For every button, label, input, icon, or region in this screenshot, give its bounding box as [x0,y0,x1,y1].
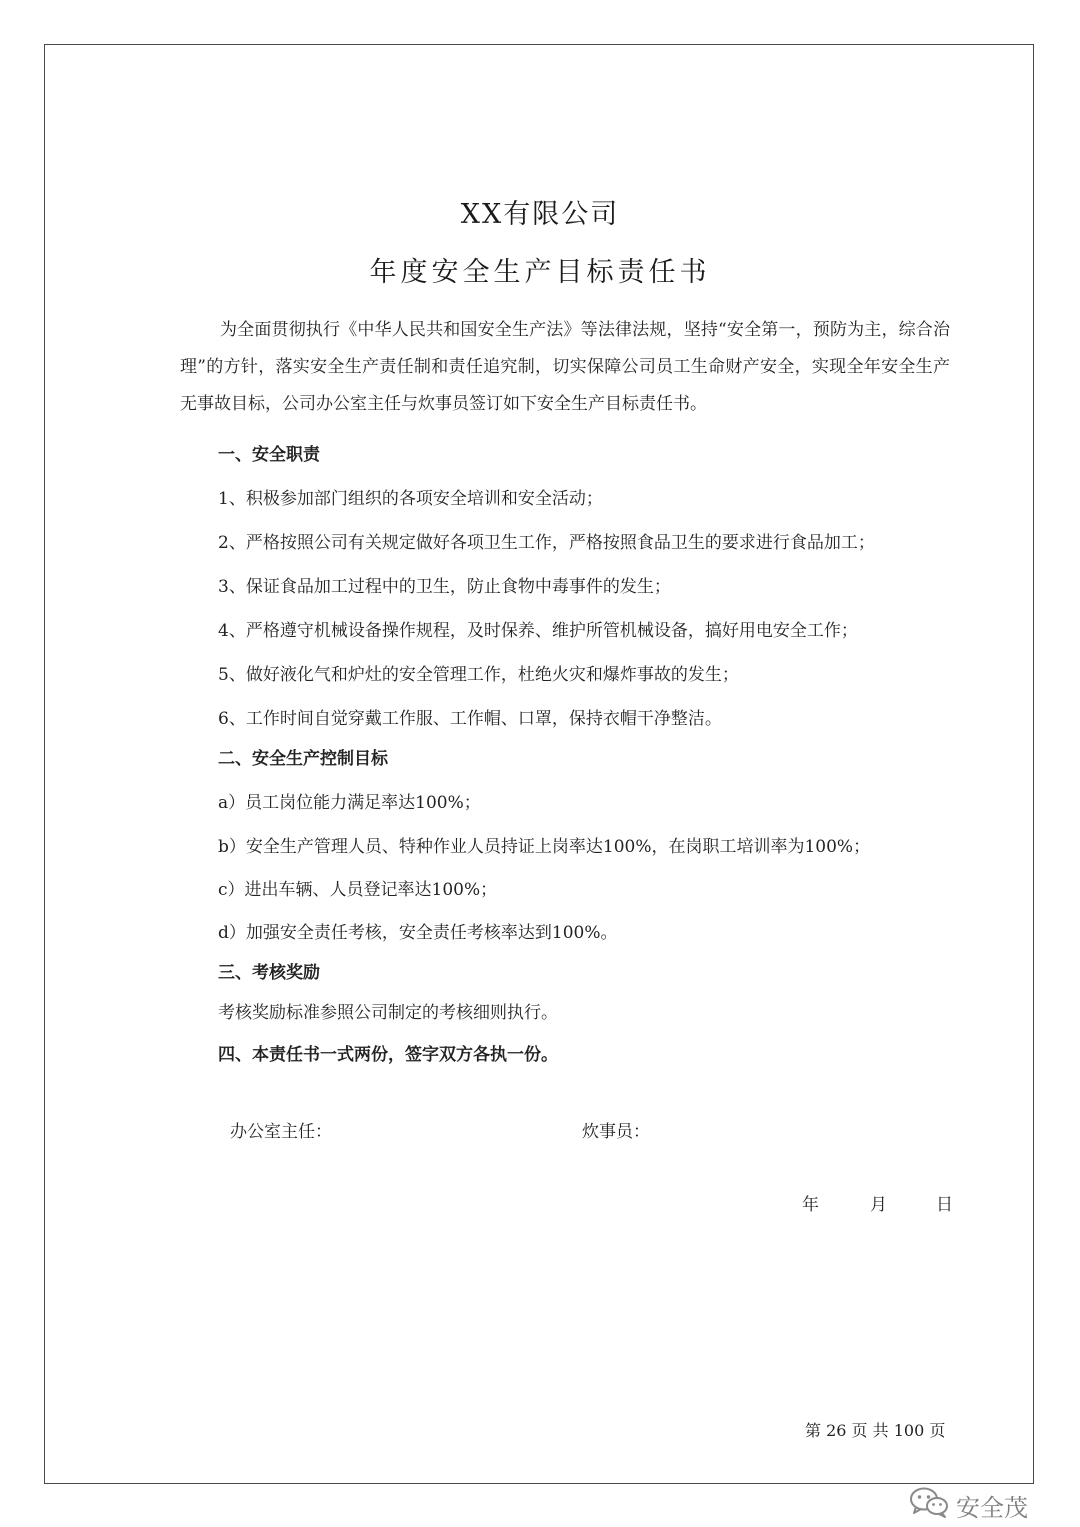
section1-item-5: 5、做好液化气和炉灶的安全管理工作，杜绝火灾和爆炸事故的发生； [218,665,739,685]
section1-item-2: 2、严格按照公司有关规定做好各项卫生工作，严格按照食品卫生的要求进行食品加工； [218,533,875,553]
date-day: 日 [936,1195,953,1215]
section1-item-4: 4、严格遵守机械设备操作规程，及时保养、维护所管机械设备，搞好用电安全工作； [218,621,858,641]
date-month: 月 [870,1195,887,1215]
signature-party-a: 办公室主任： [230,1122,332,1142]
signature-party-b: 炊事员： [582,1122,650,1142]
watermark [908,1488,1028,1522]
document-title: 年度安全生产目标责任书 [369,257,711,288]
section1-item-3: 3、保证食品加工过程中的卫生，防止食物中毒事件的发生； [218,577,671,597]
section4-heading: 四、本责任书一式两份，签字双方各执一份。 [218,1045,558,1065]
section2-item-a: a）员工岗位能力满足率达100%； [218,793,481,813]
section2-heading: 二、安全生产控制目标 [218,749,388,769]
section1-item-1: 1、积极参加部门组织的各项安全培训和安全活动； [218,489,603,509]
watermark-text: 安全茂 [956,1493,1028,1522]
section2-item-b: b）安全生产管理人员、特种作业人员持证上岗率达100%，在岗职工培训率为100%； [218,837,871,857]
section1-heading: 一、安全职责 [218,445,320,465]
intro-paragraph: 为全面贯彻执行《中华人民共和国安全生产法》等法律法规，坚持“安全第一，预防为主，综合治理”的方针，落实安全生产责任制和责任追究制，切实保障公司员工生命财产安全，实现全年安全生产无事故目标，公司办公室主任与炊事员签订如下安全生产目标责任书。 [180,320,950,414]
date-year: 年 [802,1195,819,1215]
section3-heading: 三、考核奖励 [218,963,320,983]
page-number: 第 26 页 共 100 页 [805,1421,946,1440]
section3-text: 考核奖励标准参照公司制定的考核细则执行。 [218,1003,558,1023]
section2-item-c: c）进出车辆、人员登记率达100%； [218,880,498,900]
section2-item-d: d）加强安全责任考核，安全责任考核率达到100%。 [218,923,618,943]
company-title: XX有限公司 [460,199,620,230]
wechat-icon [908,1486,950,1524]
section1-item-6: 6、工作时间自觉穿戴工作服、工作帽、口罩，保持衣帽干净整洁。 [218,709,722,729]
